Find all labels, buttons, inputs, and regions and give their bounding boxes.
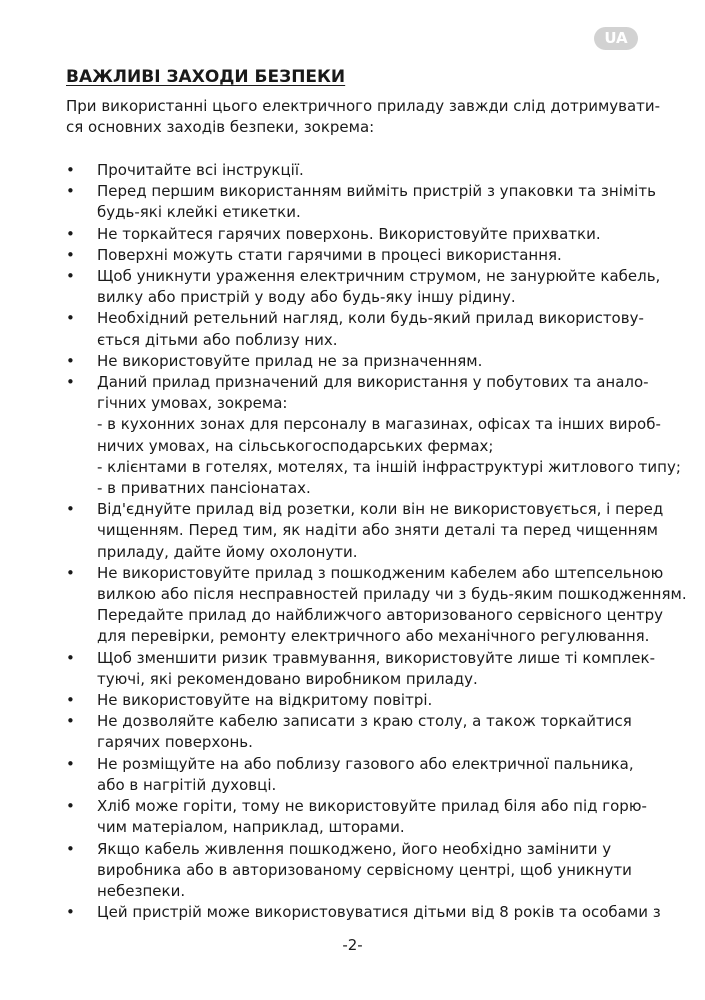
safety-rule-line: ється дітьми або поблизу них. — [97, 330, 338, 349]
safety-rule-line: Поверхні можуть стати гарячими в процесі використання. — [97, 245, 562, 264]
safety-rule-line: Якщо кабель живлення пошкоджено, його необхідно замінити у — [97, 839, 612, 858]
safety-rule-item — [66, 902, 666, 923]
safety-rule-line: виробника або в авторизованому сервісному центрі, щоб уникнути — [97, 860, 632, 879]
safety-rule-line: будь-які клейкі етикетки. — [97, 203, 301, 222]
bullet-icon: • — [66, 500, 75, 519]
safety-rules-list — [66, 160, 687, 923]
safety-rule-line: Не розміщуйте на або поблизу газового або електричної пальника, — [97, 754, 634, 773]
safety-rule-line: Щоб зменшити ризик травмування, використовуйте лише ті комплек- — [97, 648, 656, 667]
safety-rule-line: - клієнтами в готелях, мотелях, та іншій інфраструктурі житлового типу; — [97, 457, 681, 476]
safety-rule-line: Необхідний ретельний нагляд, коли будь-який прилад використову- — [97, 309, 644, 328]
safety-rule-item — [66, 839, 666, 903]
bullet-icon: • — [66, 245, 75, 264]
safety-rule-line: Не використовуйте прилад не за призначенням. — [97, 351, 483, 370]
safety-rule-line: або в нагрітій духовці. — [97, 775, 277, 794]
safety-rule-line: Щоб уникнути ураження електричним струмом, не занурюйте кабель, — [97, 267, 661, 286]
safety-rule-line: чим матеріалом, наприклад, шторами. — [97, 818, 405, 837]
bullet-icon: • — [66, 903, 75, 922]
bullet-icon: • — [66, 267, 75, 286]
bullet-icon: • — [66, 309, 75, 328]
safety-rule-item — [66, 224, 666, 245]
bullet-icon: • — [66, 351, 75, 370]
safety-rule-item — [66, 690, 666, 711]
intro-line: При використанні цього електричного приладу завжди слід дотримувати- — [66, 97, 661, 115]
safety-rule-line: Даний прилад призначений для використання у побутових та анало- — [97, 373, 649, 392]
safety-rule-item — [66, 160, 666, 181]
safety-rule-item — [66, 308, 666, 350]
bullet-icon: • — [66, 224, 75, 243]
bullet-icon: • — [66, 712, 75, 731]
safety-rule-line: Цей пристрій може використовуватися дітьми від 8 років та особами з — [97, 903, 661, 922]
bullet-icon: • — [66, 754, 75, 773]
safety-rule-line: вилку або пристрій у воду або будь-яку іншу рідину. — [97, 288, 516, 307]
safety-rule-item — [66, 245, 666, 266]
safety-rule-line: Передайте прилад до найближчого авторизованого сервісного центру — [97, 606, 663, 625]
safety-rule-line: для перевірки, ремонту електричного або механічного регулювання. — [97, 627, 650, 646]
bullet-icon: • — [66, 648, 75, 667]
safety-rule-line: Не використовуйте на відкритому повітрі. — [97, 691, 433, 710]
safety-rule-item — [66, 711, 666, 753]
safety-rule-line: - в кухонних зонах для персоналу в магазинах, офісах та інших вироб- — [97, 415, 661, 434]
safety-rule-item — [66, 266, 666, 308]
safety-rule-item — [66, 372, 681, 499]
safety-rule-item — [66, 796, 666, 838]
safety-rule-line: Від'єднуйте прилад від розетки, коли він не використовується, і перед — [97, 500, 664, 519]
safety-rule-line: гарячих поверхонь. — [97, 733, 253, 752]
bullet-icon: • — [66, 161, 75, 179]
safety-rule-item — [66, 754, 666, 796]
safety-rule-line: вилкою або після несправностей приладу чи з будь-яким пошкодженням. — [97, 585, 687, 604]
safety-rule-line: Хліб може горіти, тому не використовуйте прилад біля або під горю- — [97, 797, 647, 816]
bullet-icon: • — [66, 373, 75, 392]
bullet-icon: • — [66, 182, 75, 201]
safety-rule-line: чищенням. Перед тим, як надіти або зняти деталі та перед чищенням — [97, 521, 658, 540]
intro-line: ся основних заходів безпеки, зокрема: — [66, 118, 375, 137]
safety-rule-line: - в приватних пансіонатах. — [97, 479, 311, 498]
safety-rule-line: Не дозволяйте кабелю записати з краю столу, а також торкайтися — [97, 712, 632, 731]
safety-rule-line: Не використовуйте прилад з пошкодженим кабелем або штепсельною — [97, 563, 664, 582]
safety-rule-line: Перед першим використанням вийміть пристрій з упаковки та зніміть — [97, 182, 656, 201]
safety-rule-line: Прочитайте всі інструкції. — [97, 161, 304, 179]
intro-paragraph — [66, 96, 661, 138]
safety-rule-item — [66, 181, 666, 223]
safety-rule-item — [66, 351, 666, 372]
bullet-icon: • — [66, 839, 75, 858]
safety-rule-line: Не торкайтеся гарячих поверхонь. Використовуйте прихватки. — [97, 224, 601, 243]
bullet-icon: • — [66, 797, 75, 816]
safety-rule-item — [66, 499, 666, 563]
safety-rule-line: небезпеки. — [97, 881, 186, 900]
bullet-icon: • — [66, 563, 75, 582]
safety-rule-line: ничих умовах, на сільськогосподарських фермах; — [97, 436, 494, 455]
safety-rule-item — [66, 563, 687, 648]
safety-rule-line: туючі, які рекомендовано виробником приладу. — [97, 669, 478, 688]
safety-rule-item — [66, 648, 666, 690]
page-title: ВАЖЛИВІ ЗАХОДИ БЕЗПЕКИ — [66, 67, 346, 87]
page-number: -2- — [342, 936, 363, 954]
safety-rule-line: гічних умовах, зокрема: — [97, 394, 288, 413]
bullet-icon: • — [66, 691, 75, 710]
language-badge: UA — [594, 27, 638, 50]
safety-rule-line: приладу, дайте йому охолонути. — [97, 542, 358, 561]
